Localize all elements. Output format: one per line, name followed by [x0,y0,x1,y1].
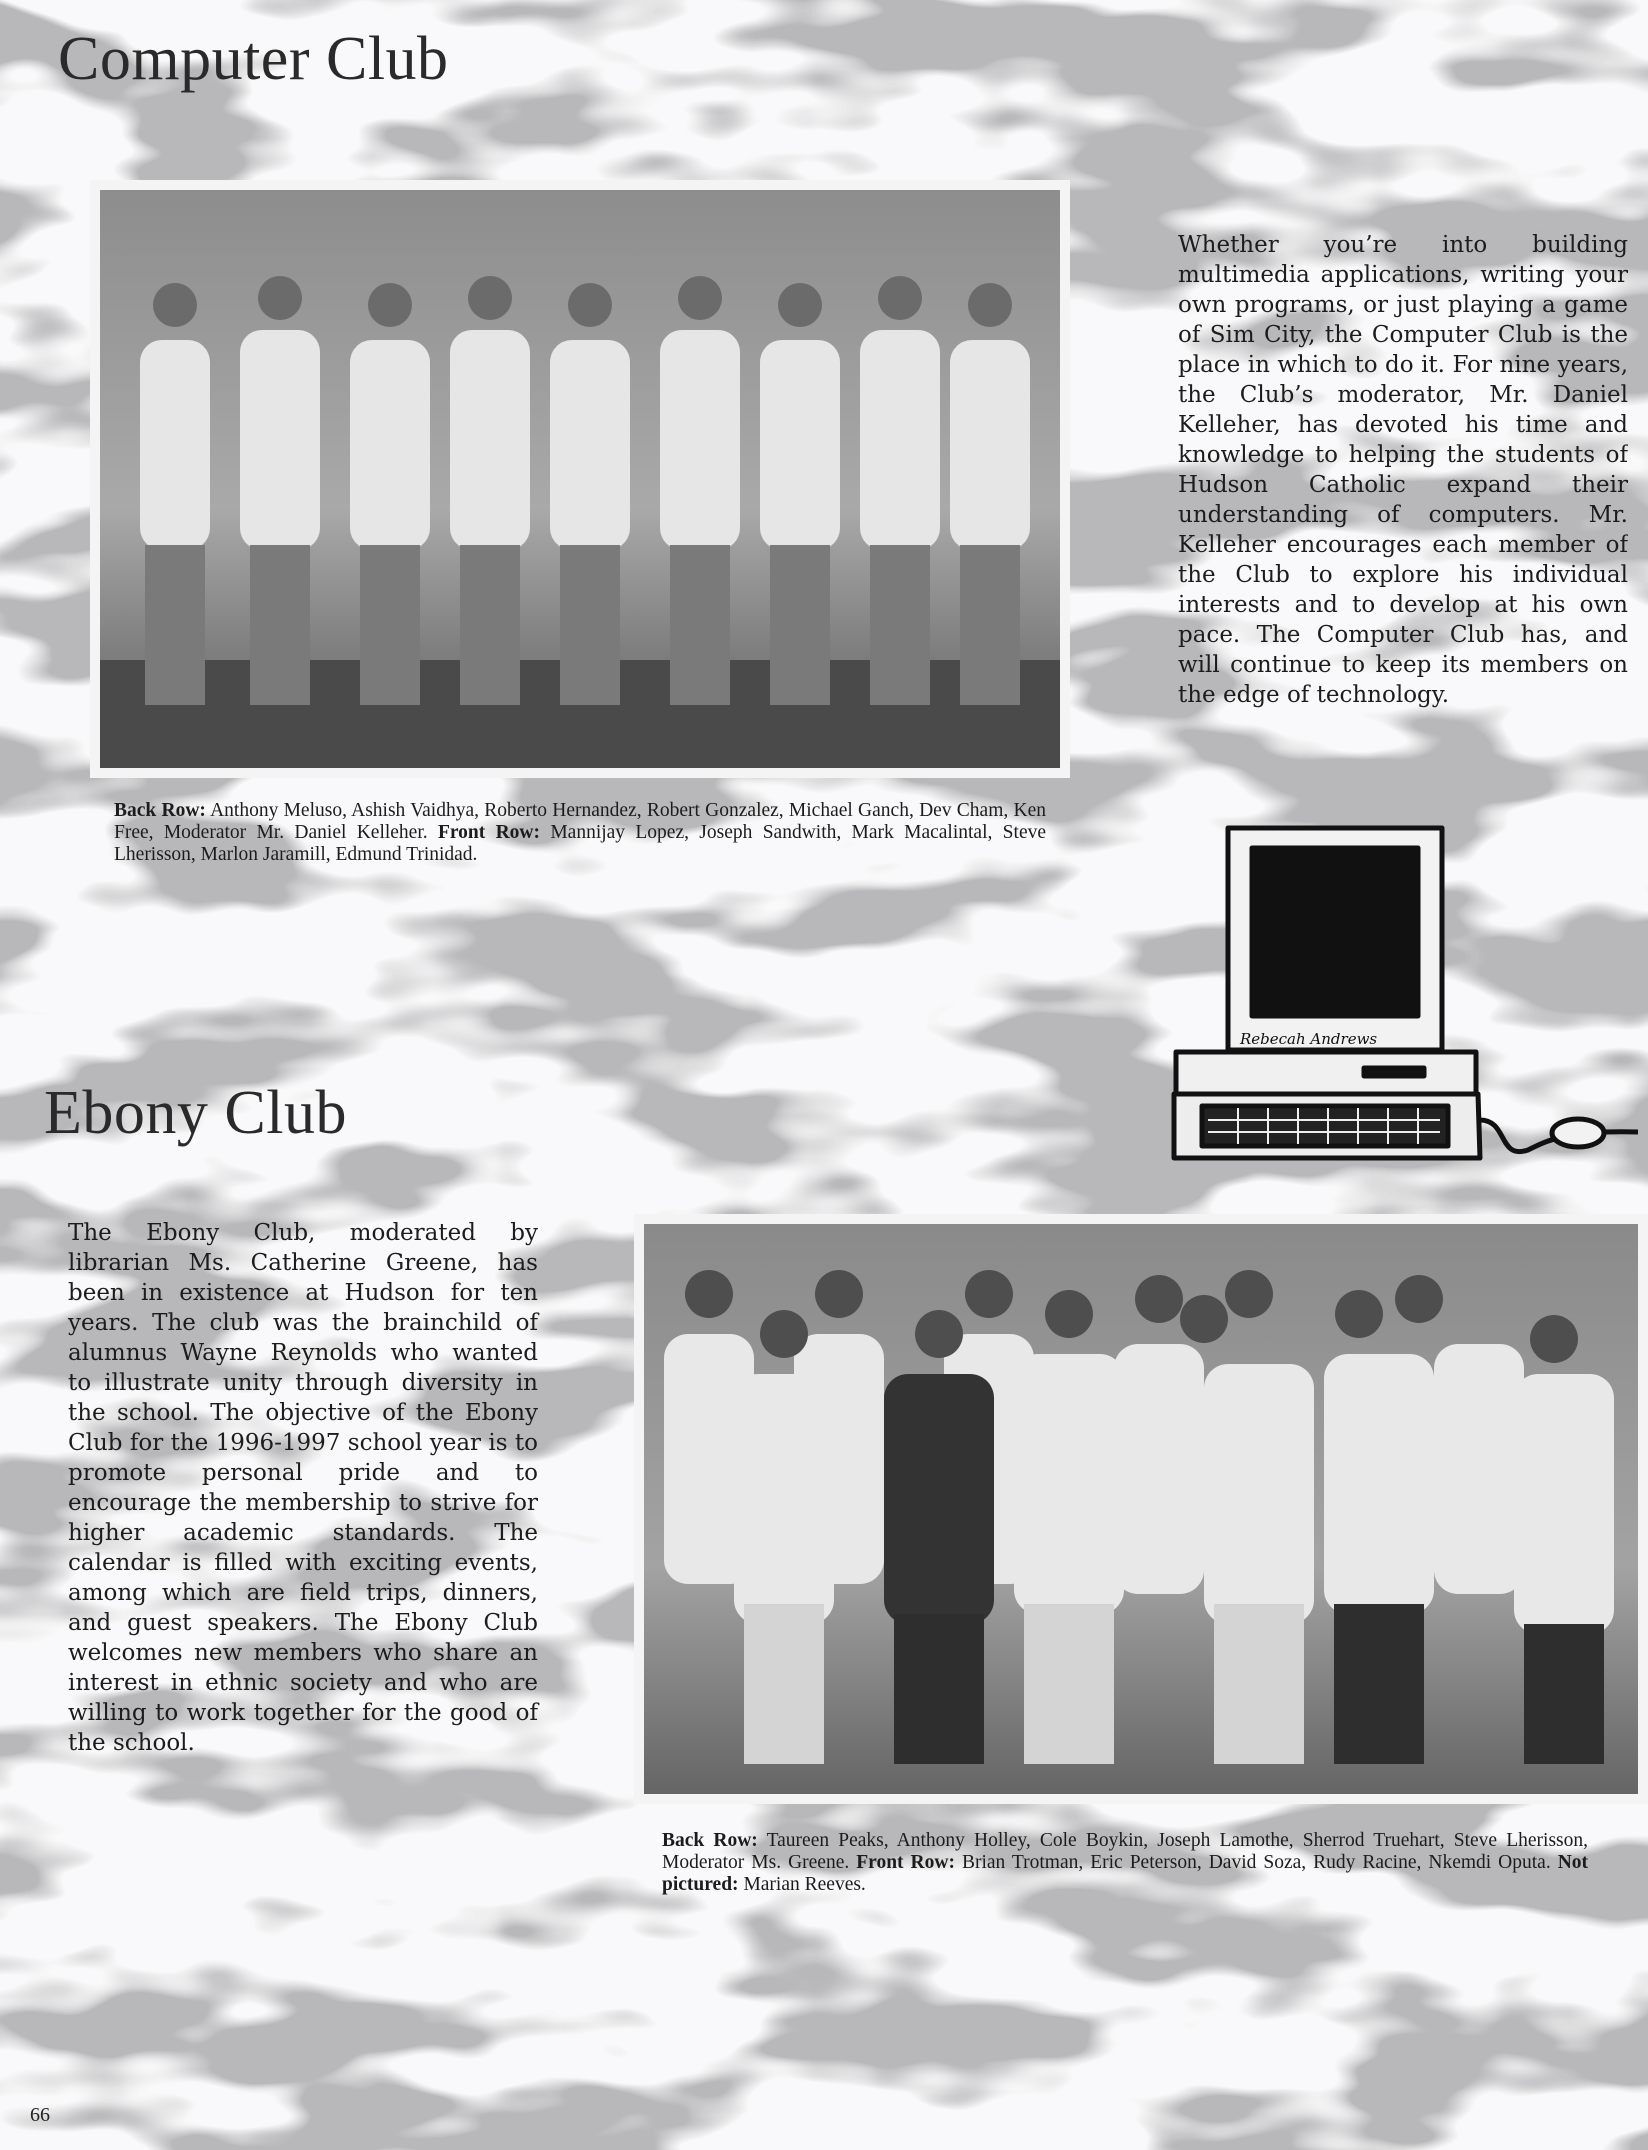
ebony-club-front-row-label: Front Row: [856,1852,955,1873]
computer-club-back-row-names: Anthony Meluso, Ashish Vaidhya, Roberto Hernandez, Robert Gonzalez, Michael Ganch, Dev Cham, Ken Free, Moderator Mr. Daniel Kelleher. [114,800,1046,843]
computer-club-back-row-label: Back Row: [114,800,206,821]
page-number: 66 [30,2104,50,2126]
computer-club-group-photo [90,180,1070,778]
computer-club-title: Computer Club [58,25,449,93]
ebony-club-title: Ebony Club [44,1079,347,1147]
computer-drawing-signature: Rebecah Andrews [1240,1030,1378,1048]
computer-club-front-row-names: Mannijay Lopez, Joseph Sandwith, Mark Macalintal, Steve Lherisson, Marlon Jaramill, Edmund Trinidad. [114,822,1047,865]
ebony-club-not-pictured-names: Marian Reeves. [743,1874,866,1895]
ebony-club-back-row-names: Taureen Peaks, Anthony Holley, Cole Boykin, Joseph Lamothe, Sherrod Truehart, Steve Lherisson, Moderator Ms. Greene. [662,1830,1588,1873]
ebony-club-description: The Ebony Club, moderated by librarian Ms. Catherine Greene, has been in existence at Hudson for ten years. The club was the brainchild of alumnus Wayne Reynolds who wanted to illustrate unity through diversity in the school. The objective of the Ebony Club for the 1996-1997 school year is to promote personal pride and to encourage the membership to strive for higher academic standards. The calendar is filled with exciting events, among which are field trips, dinners, and guest speakers. The Ebony Club welcomes new members who share an interest in ethnic society and who are willing to work together for the good of the school. [68,1220,538,1756]
computer-illustration [1168,820,1648,1170]
computer-club-front-row-label: Front Row: [437,822,540,843]
ebony-club-front-row-names: Brian Trotman, Eric Peterson, David Soza, Rudy Racine, Nkemdi Oputa. [961,1852,1551,1873]
ebony-club-caption [662,1830,1588,1896]
ebony-club-back-row-label: Back Row: [662,1830,758,1851]
computer-club-description: Whether you’re into building multimedia applications, writing your own programs, or just playing a game of Sim City, the Computer Club is the place in which to do it. For nine years, the Club’s moderator, Mr. Daniel Kelleher, has devoted his time and knowledge to helping the students of Hudson Catholic expand their understanding of computers. Mr. Kelleher encourages each member of the Club to explore his individual interests and to develop at his own pace. The Computer Club has, and will continue to keep its members on the edge of technology. [1178,232,1628,708]
ebony-club-not-pictured-label: Not pictured: [662,1852,1589,1895]
computer-club-caption [114,800,1046,866]
ebony-club-group-photo [634,1214,1648,1804]
